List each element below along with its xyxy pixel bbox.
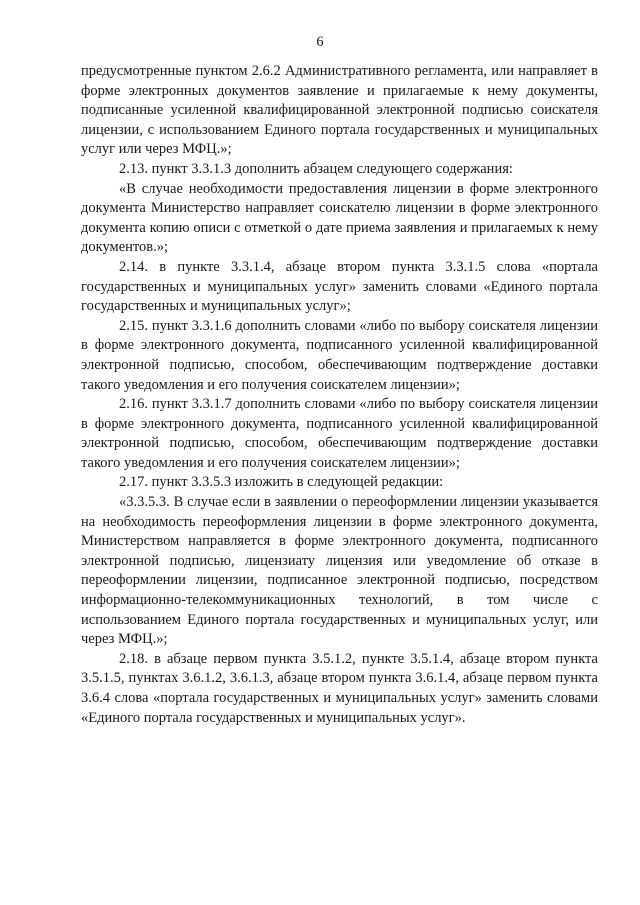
page-number: 6 [316,34,324,50]
paragraph-2-15: 2.15. пункт 3.3.1.6 дополнить словами «либо по выбору соискателя лицензии в форме электронного документа, подписанного усиленной квалифицированной электронной подписью, способом, обеспечивающим подтверждение доставки такого уведомления и его получения соискателем лицензии»; [81,317,598,393]
paragraph-continuation: предусмотренные пунктом 2.6.2 Административного регламента, или направляет в форме электронных документов заявление и прилагаемые к нему документы, подписанные усиленной квалифицированной электронной подписью соискателя лицензии, с использованием Единого портала государственных и муниципальных услуг или через МФЦ.»; [81,63,598,158]
paragraph-2-14: 2.14. в пункте 3.3.1.4, абзаце втором пункта 3.3.1.5 слова «портала государственных и муниципальных услуг» заменить словами «Единого портала государственных и муниципальных услуг»; [81,258,598,315]
paragraph-2-17-quote: «3.3.5.3. В случае если в заявлении о переоформлении лицензии указывается на необходимость переоформления лицензии в форме электронного документа, Министерством направляется в форме электронного документа, подписанного электронной подписью, лицензиату лицензия или уведомление об отказе в переоформлении лицензии, подписанное электронной подписью, посредством информационно-телекоммуникационных технологий, в том числе с использованием Единого портала государственных и муниципальных услуг, или через МФЦ.»; [81,494,598,648]
paragraph-2-18: 2.18. в абзаце первом пункта 3.5.1.2, пункте 3.5.1.4, абзаце втором пункта 3.5.1.5, пунктах 3.6.1.2, 3.6.1.3, абзаце втором пункта 3.6.1.4, абзаце первом пункта 3.6.4 слова «портала государственных и муниципальных услуг» заменить словами «Единого портала государственных и муниципальных услуг». [81,650,598,726]
paragraph-2-16: 2.16. пункт 3.3.1.7 дополнить словами «либо по выбору соискателя лицензии в форме электронного документа, подписанного усиленной квалифицированной электронной подписью, способом, обеспечивающим подтверждение доставки такого уведомления и его получения соискателем лицензии»; [81,396,598,471]
paragraph-2-13-quote: «В случае необходимости предоставления лицензии в форме электронного документа Министерство направляет соискателю лицензии в форме электронного документа копию описи с отметкой о дате приема заявления и прилагаемых к нему документов.»; [81,180,598,256]
paragraph-2-13: 2.13. пункт 3.3.1.3 дополнить абзацем следующего содержания: [119,160,513,177]
paragraph-2-17: 2.17. пункт 3.3.5.3 изложить в следующей редакции: [119,474,444,491]
document-body [81,62,598,728]
